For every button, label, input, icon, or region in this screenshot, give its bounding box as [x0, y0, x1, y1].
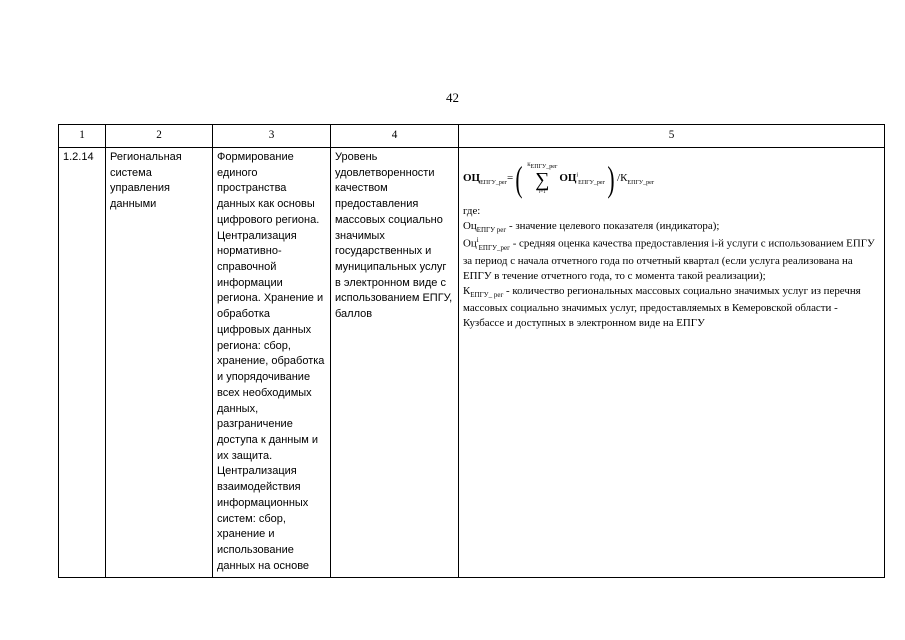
definition-3: $К_{ЕПГУ\_ рег}$ - количество региональных массовых социально значимых услуг из перечня массовых социально значимых услуг, предоставляемых в Кемеровской области - Кузбассе и доступных в электронном виде на ЕПГУ: [463, 284, 861, 329]
formula-divisor: $/К_{ЕПГУ\_рег}$: [617, 171, 655, 186]
definition-1: $Оц_{ЕПГУ рег}$ - значение целевого показателя (индикатора);: [463, 220, 720, 235]
column-header-4: 4: [331, 125, 459, 148]
row-name: Региональная система управления данными: [106, 148, 213, 578]
formula-equals: =: [506, 172, 514, 185]
row-number: 1.2.14: [59, 148, 106, 578]
formula: [463, 154, 880, 204]
row-calculation: [459, 148, 885, 578]
sigma-icon: ∑: [535, 168, 550, 191]
table-header-row: [59, 125, 885, 148]
indicator-table: [58, 124, 885, 578]
formula-lhs: $ОЦ_{ЕПГУ\_рег}$: [463, 171, 507, 186]
table-row: [59, 148, 885, 578]
row-indicator: Уровень удовлетворенности качеством предоставления массовых социально значимых государственных и муниципальных услуг в электронном виде с использованием ЕПГУ, баллов: [331, 148, 459, 578]
column-header-2: 2: [106, 125, 213, 148]
definitions: [463, 204, 880, 331]
definition-2: $Оц^i_{ЕПГУ\_рег}$ - средняя оценка качества предоставления i-й услуги с использованием ЕПГУ за период с начала отчетного года по отчетный квартал (если услуга реализована на ЕПГУ в течение отчетного года, то с момента такой реализации);: [463, 236, 875, 282]
left-paren-icon: (: [515, 159, 523, 199]
page-number: 42: [446, 90, 459, 105]
where-label: где:: [463, 205, 481, 217]
column-header-1: 1: [59, 125, 106, 148]
sum-operator: $К_{ЕПГУ\_рег}$ ∑ i=1: [527, 162, 558, 195]
column-header-5: 5: [459, 125, 885, 148]
row-description: Формирование единого пространства данных как основы цифрового региона. Централизация нормативно-справочной информации региона. Хранение и обработка цифровых данных региона: сбор, хранение, обработка и упорядочивание всех необходимых данных, разграничение доступа к данным и их защита. Централизация взаимодействия информационных систем: сбор, хранение и использование данных на основе: [213, 148, 331, 578]
formula-term: $ОЦ^i_{ЕПГУ\_рег}$: [559, 171, 606, 186]
column-header-3: 3: [213, 125, 331, 148]
right-paren-icon: ): [607, 159, 615, 199]
